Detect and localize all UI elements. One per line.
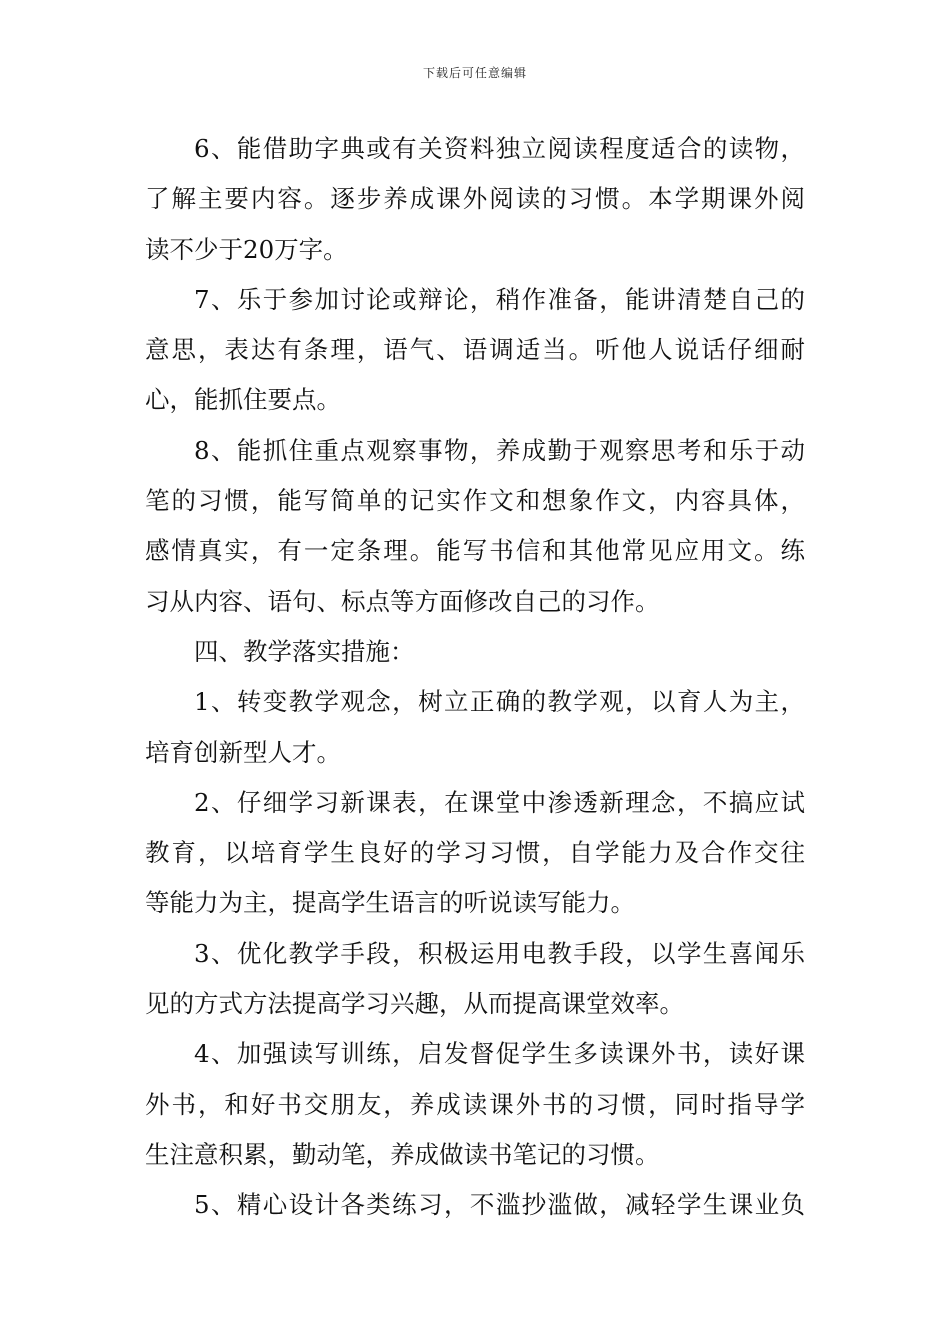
text-line: 外书，和好书交朋友，养成读课外书的习惯，同时指导学 (145, 1089, 805, 1119)
text-line: 4、加强读写训练，启发督促学生多读课外书，读好课 (194, 1039, 805, 1069)
text-line: 笔的习惯，能写简单的记实作文和想象作文，内容具体， (145, 486, 805, 516)
text-line: 3、优化教学手段，积极运用电教手段，以学生喜闻乐 (194, 938, 805, 968)
text-line: 意思，表达有条理，语气、语调适当。听他人说话仔细耐 (145, 335, 805, 365)
text-line: 教育，以培育学生良好的学习习惯，自学能力及合作交往 (145, 838, 805, 868)
page-header: 下载后可任意编辑 (422, 66, 527, 80)
text-line: 见的方式方法提高学习兴趣，从而提高课堂效率。 (145, 989, 684, 1019)
document-body (145, 124, 805, 1231)
text-line: 等能力为主，提高学生语言的听说读写能力。 (145, 888, 635, 918)
text-line: 7、乐于参加讨论或辩论，稍作准备，能讲清楚自己的 (194, 284, 805, 314)
text-line: 1、转变教学观念，树立正确的教学观，以育人为主， (194, 687, 805, 717)
text-line: 习从内容、语句、标点等方面修改自己的习作。 (145, 586, 660, 616)
text-line: 心，能抓住要点。 (145, 385, 341, 415)
text-line: 5、精心设计各类练习，不滥抄滥做，减轻学生课业负 (194, 1190, 805, 1220)
text-line: 6、能借助字典或有关资料独立阅读程度适合的读物， (194, 134, 805, 163)
text-line: 2、仔细学习新课表，在课堂中渗透新理念，不搞应试 (194, 787, 805, 817)
section-heading: 四、教学落实措施： (194, 636, 415, 666)
text-line: 培育创新型人才。 (145, 737, 341, 767)
text-line: 感情真实，有一定条理。能写书信和其他常见应用文。练 (145, 536, 805, 566)
text-line: 读不少于20万字。 (145, 234, 348, 264)
text-line: 了解主要内容。逐步养成课外阅读的习惯。本学期课外阅 (145, 184, 805, 214)
text-line: 生注意积累，勤动笔，养成做读书笔记的习惯。 (145, 1139, 660, 1169)
text-line: 8、能抓住重点观察事物，养成勤于观察思考和乐于动 (194, 435, 805, 465)
